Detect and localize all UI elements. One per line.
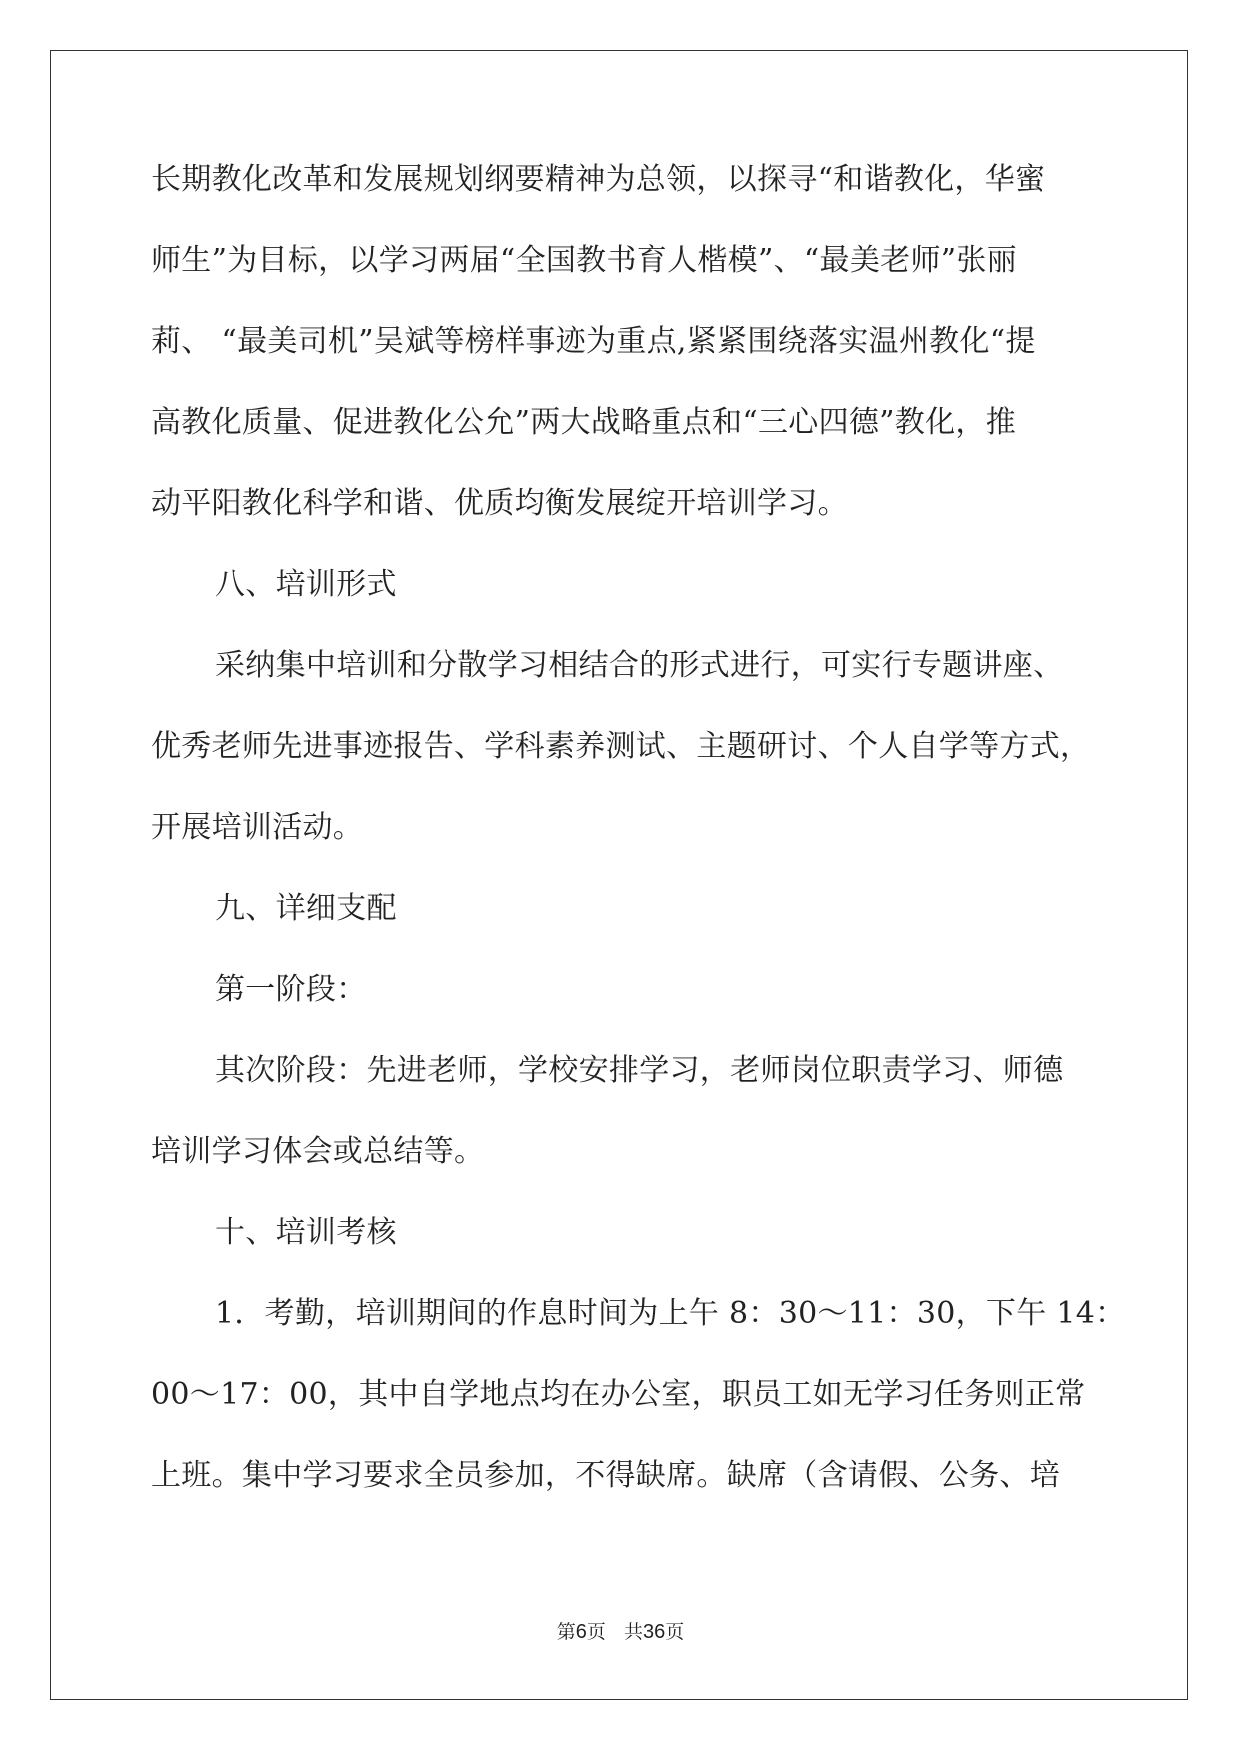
body-line: 培训学习体会或总结等。 [151, 1134, 485, 1169]
total-pages: 36 [642, 1621, 666, 1643]
body-line: 莉、 “最美司机”吴斌等榜样事迹为重点,紧紧围绕落实温州教化“提 [151, 324, 1036, 359]
body-line: 采纳集中培训和分散学习相结合的形式进行，可实行专题讲座、 [215, 648, 1064, 683]
section-heading: 十、培训考核 [215, 1215, 397, 1250]
page-number: 6 [575, 1621, 587, 1643]
document-body [151, 162, 1126, 1542]
body-line: 第一阶段： [215, 972, 367, 1007]
body-line: 动平阳教化科学和谐、优质均衡发展绽开培训学习。 [151, 486, 848, 521]
page-footer [0, 1621, 1241, 1643]
body-line: 其次阶段：先进老师，学校安排学习，老师岗位职责学习、师德 [215, 1053, 1064, 1088]
body-line: 优秀老师先进事迹报告、学科素养测试、主题研讨、个人自学等方式， [151, 729, 1091, 764]
body-line: 开展培训活动。 [151, 810, 364, 845]
body-line: 长期教化改革和发展规划纲要精神为总领，以探寻“和谐教化，华蜜 [151, 162, 1046, 197]
body-line: 上班。集中学习要求全员参加，不得缺席。缺席（含请假、公务、培 [151, 1458, 1060, 1493]
body-line: 高教化质量、促进教化公允”两大战略重点和“三心四德”教化，推 [151, 405, 1017, 440]
section-heading: 八、培训形式 [215, 567, 397, 602]
total-suffix: 页 [665, 1621, 685, 1643]
section-heading: 九、详细支配 [215, 891, 397, 926]
body-line: 1．考勤，培训期间的作息时间为上午 8：30～11：30，下午 14： [215, 1296, 1126, 1331]
total-prefix: 共 [623, 1621, 643, 1643]
body-line: 00～17：00，其中自学地点均在办公室，职员工如无学习任务则正常 [151, 1377, 1086, 1412]
page-prefix: 第 [556, 1621, 576, 1643]
page-suffix: 页 [586, 1621, 606, 1643]
body-line: 师生”为目标，以学习两届“全国教书育人楷模”、“最美老师”张丽 [151, 243, 1017, 278]
